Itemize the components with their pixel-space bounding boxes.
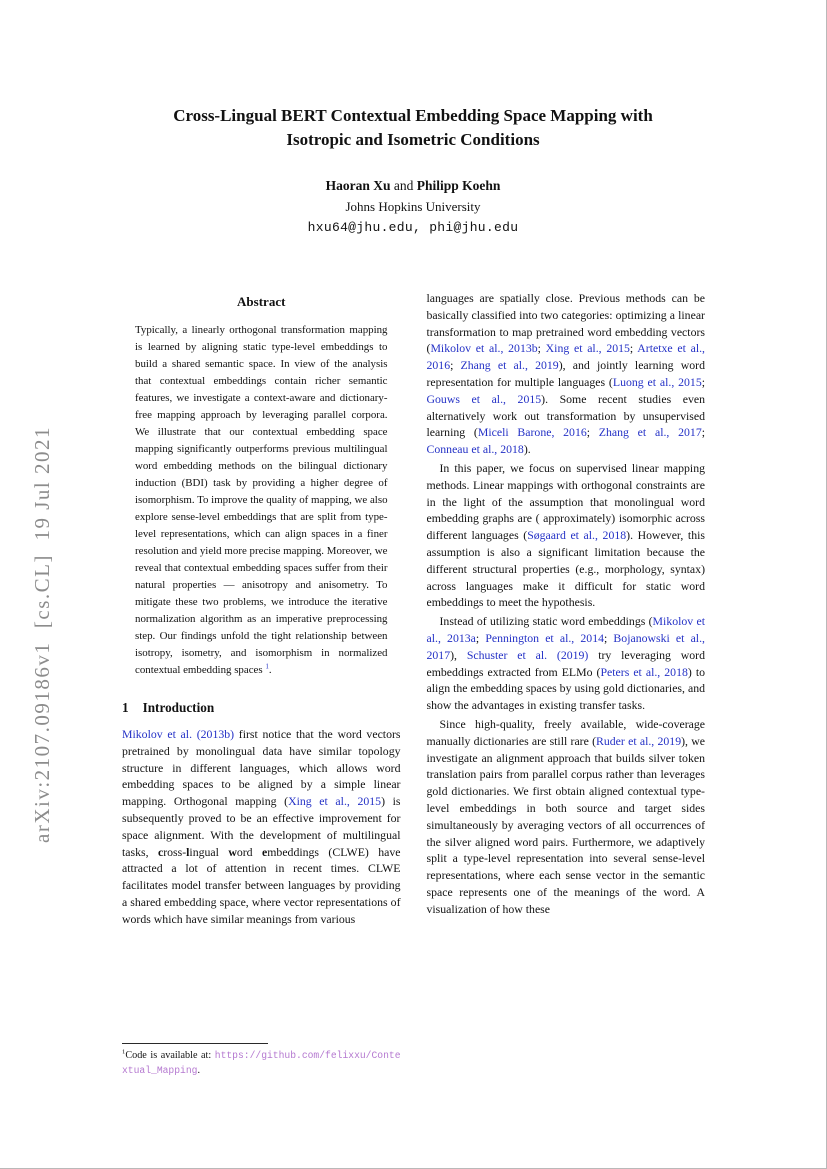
- left-column: [122, 290, 401, 1078]
- affiliation: Johns Hopkins University: [345, 199, 481, 215]
- text-segment: ;: [701, 425, 705, 440]
- body-paragraph: [427, 460, 706, 611]
- citation-link[interactable]: Bojanowski et al., 2017: [426, 630, 705, 662]
- footnote: [122, 1049, 401, 1078]
- citation-link[interactable]: Artetxe et al., 2016: [426, 341, 705, 373]
- citation-link[interactable]: Schuster et al. (2019): [466, 647, 589, 662]
- text-segment: Since high-quality, freely available, wide-coverage manually dictionaries are still rare (: [426, 716, 705, 748]
- email-line: hxu64@jhu.edu, phi@jhu.edu: [307, 220, 519, 236]
- text-segment: Code is available at:: [125, 1050, 215, 1061]
- abstract-heading: Abstract: [237, 294, 286, 309]
- text-segment: ;: [701, 374, 706, 389]
- page-title: [0, 104, 826, 152]
- citation-link[interactable]: Peters et al., 2018: [600, 664, 688, 679]
- text-segment: and: [390, 178, 417, 194]
- text-segment: ;: [450, 358, 461, 373]
- text-segment: e: [262, 844, 268, 859]
- section-heading-introduction: [122, 700, 401, 716]
- citation-link[interactable]: Xing et al., 2015: [288, 794, 382, 809]
- text-segment: ). Some recent studies even alternatively work out transformation by unsupervised learning (: [426, 391, 705, 440]
- citation-link[interactable]: Conneau et al., 2018: [426, 442, 524, 457]
- text-segment: ;: [475, 630, 486, 645]
- title-line-1: Cross-Lingual BERT Contextual Embedding Space Mapping with: [173, 106, 653, 125]
- text-segment: ).: [523, 442, 531, 457]
- citation-link[interactable]: Xing et al., 2015: [545, 341, 630, 356]
- text-segment: ;: [537, 341, 546, 356]
- text-segment: In this paper, we focus on supervised linear mapping methods. Linear mappings with orthogonal constraints are in the light of the assumption that monolingual word embedding graphs are ( approximately) isomorphic across different languages (: [426, 460, 705, 543]
- citation-link[interactable]: Gouws et al., 2015: [426, 391, 542, 406]
- title-line-2: Isotropic and Isometric Conditions: [286, 130, 540, 150]
- text-segment: first notice that the word vectors pretrained by monolingual data have similar topology structure in different languages, which allows word embedding spaces to be aligned by a simple linear mapping. Orthogonal mapping (: [122, 727, 401, 809]
- citation-link[interactable]: Luong et al., 2015: [612, 374, 702, 389]
- citation-link[interactable]: Søgaard et al., 2018: [527, 528, 627, 543]
- citation-link[interactable]: Mikolov et al., 2013a: [426, 614, 705, 645]
- citation-link[interactable]: Ruder et al., 2019: [596, 733, 682, 748]
- paper-header: [0, 0, 826, 235]
- text-segment: .: [268, 664, 272, 676]
- text-segment: ross-: [163, 844, 187, 859]
- text-segment: try leveraging word embeddings extracted from ELMo (: [426, 647, 706, 679]
- arxiv-watermark: arXiv:2107.09186v1 [cs.CL] 19 Jul 2021: [30, 426, 54, 843]
- body-paragraph: [427, 290, 706, 458]
- citation-link[interactable]: Pennington et al., 2014: [485, 630, 604, 645]
- body-paragraph: [427, 613, 706, 714]
- text-segment: ). However, this assumption is also a significant limitation because the different structural properties (e.g., morphology, syntax) across languages make it difficult for static word embeddings to meet the hypothesis.: [426, 528, 705, 610]
- text-segment: w: [228, 844, 237, 859]
- footnote-rule: [122, 1043, 268, 1044]
- footnote-marker: 1: [122, 1048, 126, 1056]
- text-segment: ;: [586, 425, 599, 440]
- section-number: 1: [122, 700, 129, 715]
- text-segment: .: [197, 1064, 200, 1076]
- text-segment: ) is subsequently proved to be an effective improvement for space alignment. With the development of multilingual tasks,: [122, 794, 401, 859]
- text-segment: ),: [450, 647, 467, 662]
- text-segment: c: [157, 844, 164, 859]
- text-segment: Typically, a linearly orthogonal transformation mapping is learned by aligning static type-level embeddings to build a shared semantic space. In view of the analysis that contextual embeddings contain richer semantic features, we investigate a context-aware and dictionary-free mapping approach by leveraging parallel corpora. We illustrate that our contextual embedding space mapping significantly outperforms previous multilingual word embedding methods on the bilingual dictionary induction (BDI) task by providing a higher degree of isomorphism. To improve the quality of mapping, we also explore sense-level embeddings that are split from type-level representations, which can align spaces in a finer resolution and yield more precise mapping. Moreover, we reveal that contextual embedding spaces suffer from their natural properties — anisotropy and anisometry. To mitigate these two problems, we introduce the iterative normalization algorithm as an imperative preprocessing step. Our findings unfold the tight relationship between isotropy, isometry, and isomorphism in normalized contextual embedding spaces: [135, 324, 388, 676]
- citation-link[interactable]: Mikolov et al. (2013b): [122, 727, 235, 741]
- body-paragraph: [427, 716, 706, 918]
- text-segment: ) to align the embedding spaces by using gold dictionaries, and show the advantages in existing transfer tasks.: [426, 664, 705, 713]
- text-segment: l: [186, 844, 190, 859]
- text-segment: ), we investigate an alignment approach that builds silver token translation pairs from parallel corpus rather than leverages gold dictionaries. We first obtain aligned contextual type-level embeddings in both source and target sides simultaneously by averaging vectors of all occurrences of the silver aligned word pairs. Furthermore, we adaptively split a type-level representation into several sense-level representations, where each sense vector in the semantic space represents one of the meanings of the word. A visualization of how these: [426, 733, 705, 916]
- text-segment: ord: [236, 844, 262, 859]
- footnote-block: [122, 1043, 401, 1078]
- citation-link[interactable]: Zhang et al., 2017: [598, 425, 702, 440]
- citation-link[interactable]: Mikolov et al., 2013b: [430, 341, 538, 356]
- text-segment: languages are spatially close. Previous methods can be basically classified into two categories: optimizing a linear transformation to map pretrained word embedding vectors (: [426, 291, 705, 356]
- text-segment: mbeddings (CLWE) have attracted a lot of attention in recent times. CLWE facilitates model transfer between languages by providing a shared embedding space, where vector representations of words which have similar meanings from various: [122, 844, 401, 926]
- citation-link[interactable]: Miceli Barone, 2016: [477, 425, 587, 440]
- author-name: Haoran Xu: [325, 178, 391, 194]
- author-name: Philipp Koehn: [416, 178, 501, 194]
- section-title: Introduction: [142, 700, 215, 715]
- text-segment: Instead of utilizing static word embeddings (: [439, 614, 653, 629]
- body-paragraph: [122, 726, 401, 928]
- right-column: [427, 290, 706, 1078]
- text-segment: ;: [604, 630, 614, 645]
- authors-line: [0, 178, 826, 194]
- text-segment: ;: [629, 341, 638, 356]
- text-segment: ), and jointly learning word representation for multiple languages (: [426, 358, 705, 389]
- code-url-link[interactable]: https://github.com/felixxu/Contextual_Mapping: [122, 1050, 401, 1076]
- text-segment: ingual: [189, 844, 229, 859]
- footnote-ref[interactable]: 1: [265, 662, 269, 671]
- citation-link[interactable]: Zhang et al., 2019: [460, 358, 559, 373]
- two-column-body: [122, 290, 705, 1078]
- abstract-body: [135, 322, 388, 679]
